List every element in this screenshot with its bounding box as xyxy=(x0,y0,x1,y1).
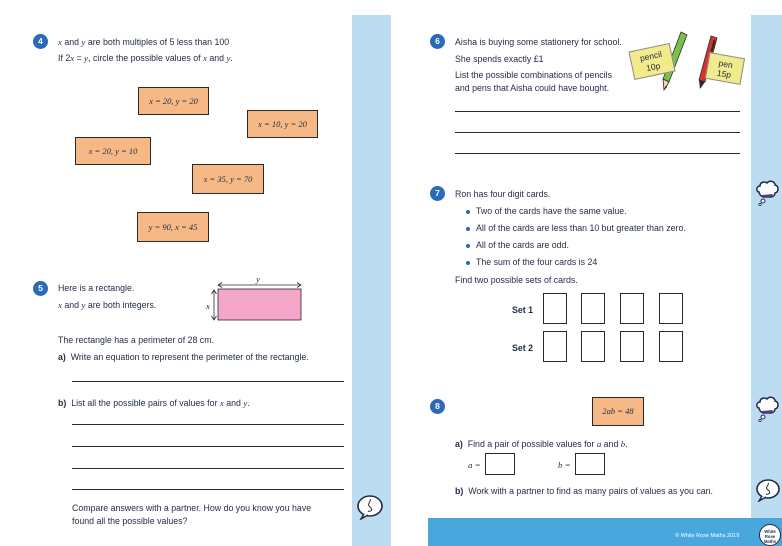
bullet-dot xyxy=(466,244,470,248)
bullet-dot xyxy=(466,210,470,214)
question-number-5: 5 xyxy=(33,281,48,296)
set-1-card-2[interactable] xyxy=(581,293,605,324)
q6-line3: List the possible combinations of pencils xyxy=(455,70,612,80)
q4-card-1[interactable]: x = 20, y = 20 xyxy=(138,87,209,115)
white-rose-maths-logo: White Rose Maths xyxy=(759,524,781,546)
set-1-card-3[interactable] xyxy=(620,293,644,324)
q6-line2: She spends exactly £1 xyxy=(455,54,544,64)
rectangle-diagram xyxy=(200,272,308,324)
q6-answer-line-2[interactable] xyxy=(455,132,740,133)
q8-part-b: b) Work with a partner to find as many pairs of values as you can. xyxy=(455,486,714,496)
set-2-label: Set 2 xyxy=(512,343,534,353)
q5-answer-line-b4[interactable] xyxy=(72,489,344,490)
question-number-6: 6 xyxy=(430,34,445,49)
bullet-dot xyxy=(466,227,470,231)
rect-label-x: x xyxy=(206,301,210,311)
question-number-4: 4 xyxy=(33,34,48,49)
rect-label-y: y xyxy=(256,274,260,284)
q5-answer-line-b2[interactable] xyxy=(72,446,344,447)
set-1-card-1[interactable] xyxy=(543,293,567,324)
q8-part-a: a) Find a pair of possible values for a and b. xyxy=(455,439,628,449)
q5-compare-line2: found all the possible values? xyxy=(72,516,188,526)
q7-bullet-3: All of the cards are odd. xyxy=(476,240,569,250)
a-equals-label: a = xyxy=(468,460,481,470)
q5-part-a: a) Write an equation to represent the perimeter of the rectangle. xyxy=(58,352,309,362)
right-margin-band xyxy=(751,15,782,520)
copyright-text: © White Rose Maths 2019 xyxy=(675,533,740,539)
q6-line1: Aisha is buying some stationery for school. xyxy=(455,37,622,47)
q6-answer-line-1[interactable] xyxy=(455,111,740,112)
q6-answer-line-3[interactable] xyxy=(455,153,740,154)
q8-expression-card: 2ab = 48 xyxy=(592,397,644,426)
q4-card-5[interactable]: y = 90, x = 45 xyxy=(137,212,209,242)
set-1-card-4[interactable] xyxy=(659,293,683,324)
pen-price-tag: pen 15p xyxy=(705,52,745,85)
q7-task: Find two possible sets of cards. xyxy=(455,275,578,285)
discussion-bubble-icon xyxy=(755,478,781,502)
b-equals-label: b = xyxy=(558,460,571,470)
set-1-label: Set 1 xyxy=(512,305,534,315)
pink-rectangle xyxy=(218,289,301,320)
q5-perimeter-text: The rectangle has a perimeter of 28 cm. xyxy=(58,335,214,345)
q5-answer-line-a[interactable] xyxy=(72,381,344,382)
left-margin-band xyxy=(352,15,391,546)
q4-card-4[interactable]: x = 35, y = 70 xyxy=(192,164,264,194)
q5-answer-line-b1[interactable] xyxy=(72,424,344,425)
q7-bullet-4: The sum of the four cards is 24 xyxy=(476,257,598,267)
q4-card-3[interactable]: x = 20, y = 10 xyxy=(75,137,151,165)
q4-statement-line1: x and y are both multiples of 5 less than 100 xyxy=(58,37,230,47)
q5-compare-line1: Compare answers with a partner. How do you know you have xyxy=(72,503,312,513)
set-2-card-2[interactable] xyxy=(581,331,605,362)
q5-integers-line: x and y are both integers. xyxy=(58,300,157,310)
question-number-7: 7 xyxy=(430,186,445,201)
question-number-8: 8 xyxy=(430,399,445,414)
q6-line4: and pens that Aisha could have bought. xyxy=(455,83,610,93)
q5-part-b: b) List all the possible pairs of values for x and y. xyxy=(58,398,250,408)
q7-intro: Ron has four digit cards. xyxy=(455,189,551,199)
q7-bullet-1: Two of the cards have the same value. xyxy=(476,206,627,216)
q4-statement-line2: If 2x = y, circle the possible values of x and y. xyxy=(58,53,233,63)
footer-band xyxy=(428,518,782,546)
thinking-bubble-icon xyxy=(754,178,780,206)
b-answer-box[interactable] xyxy=(575,453,605,475)
q7-bullet-2: All of the cards are less than 10 but greater than zero. xyxy=(476,223,686,233)
set-2-card-1[interactable] xyxy=(543,331,567,362)
thinking-bubble-icon xyxy=(754,394,780,422)
set-2-card-3[interactable] xyxy=(620,331,644,362)
bullet-dot xyxy=(466,261,470,265)
discussion-bubble-icon xyxy=(356,494,384,520)
q5-answer-line-b3[interactable] xyxy=(72,468,344,469)
pencil-price-tag: pencil 10p xyxy=(628,43,675,80)
q4-card-2[interactable]: x = 10, y = 20 xyxy=(247,110,318,138)
set-2-card-4[interactable] xyxy=(659,331,683,362)
q5-intro: Here is a rectangle. xyxy=(58,283,135,293)
a-answer-box[interactable] xyxy=(485,453,515,475)
